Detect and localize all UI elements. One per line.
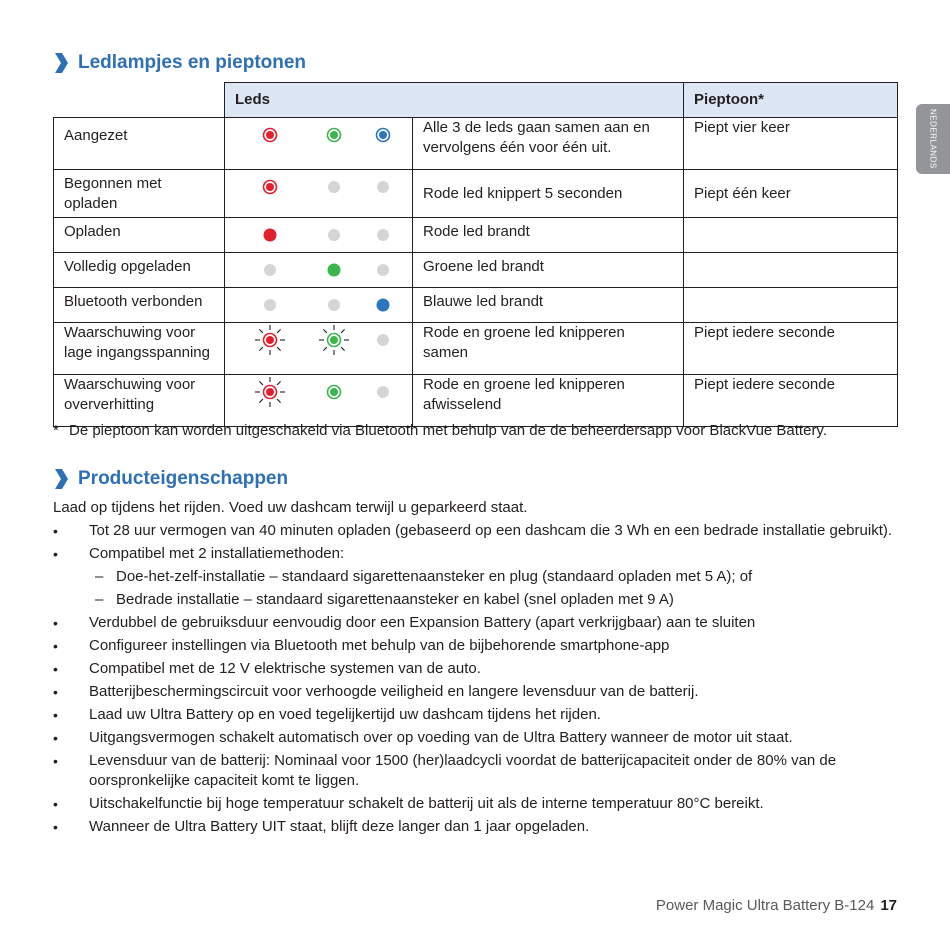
row-label: Aangezet — [54, 118, 225, 170]
led-indicators — [225, 375, 413, 427]
table-row — [54, 253, 898, 288]
section-heading-features — [53, 468, 288, 490]
row-beep: Piept iedere seconde — [684, 323, 898, 375]
row-description: Rode led brandt — [413, 218, 684, 253]
footnote-mark: * — [53, 422, 59, 439]
led-blue-on-icon — [366, 288, 400, 322]
row-label: Begonnen met opladen — [54, 170, 225, 218]
row-description: Alle 3 de leds gaan samen aan en vervolgens één voor één uit. — [413, 118, 684, 170]
table-row — [54, 170, 898, 218]
led-off-icon — [366, 375, 400, 409]
list-item-text: Uitgangsvermogen schakelt automatisch over op voeding van de Ultra Battery wanneer de motor uit staat. — [89, 729, 793, 746]
section-title: Ledlampjes en pieptonen — [78, 52, 307, 73]
led-red-blinking-icon — [253, 375, 287, 409]
features-list — [53, 521, 893, 840]
list-item-text: Compatibel met 2 installatiemethoden: — [89, 545, 345, 562]
list-item — [53, 521, 893, 541]
led-indicators — [225, 170, 413, 218]
bullet-icon: • — [53, 753, 58, 769]
led-indicators — [225, 118, 413, 170]
bullet-icon: • — [53, 615, 58, 631]
table-header-beep: Pieptoon* — [684, 83, 898, 118]
row-description: Rode en groene led knipperen afwisselend — [413, 375, 684, 427]
list-item — [53, 751, 893, 791]
led-off-icon — [366, 170, 400, 204]
row-description: Rode en groene led knipperen samen — [413, 323, 684, 375]
led-off-icon — [253, 253, 287, 287]
led-red-ring-icon — [253, 170, 287, 204]
row-label: Waarschuwing voor oververhitting — [54, 375, 225, 427]
row-label: Bluetooth verbonden — [54, 288, 225, 323]
table-row — [54, 118, 898, 170]
row-description: Rode led knippert 5 seconden — [413, 170, 684, 218]
row-beep — [684, 218, 898, 253]
table-row — [54, 323, 898, 375]
row-beep: Piept vier keer — [684, 118, 898, 170]
row-description: Groene led brandt — [413, 253, 684, 288]
list-item-text: Uitschakelfunctie bij hoge temperatuur schakelt de batterij uit als de interne temperatuur 80°C bereikt. — [89, 795, 764, 812]
dash-icon: – — [95, 591, 104, 608]
list-item-text: Laad uw Ultra Battery op en voed tegelijkertijd uw dashcam tijdens het rijden. — [89, 706, 601, 723]
row-beep — [684, 253, 898, 288]
led-off-icon — [366, 323, 400, 357]
row-label: Waarschuwing voor lage ingangsspanning — [54, 323, 225, 375]
list-item — [53, 794, 893, 814]
section-title: Producteigenschappen — [78, 468, 289, 489]
led-red-ring-icon — [253, 118, 287, 152]
footer-title: Power Magic Ultra Battery B-124 — [655, 897, 875, 914]
table-row — [54, 218, 898, 253]
row-label: Opladen — [54, 218, 225, 253]
led-red-on-icon — [253, 218, 287, 252]
bullet-icon: • — [53, 523, 58, 539]
led-off-icon — [366, 253, 400, 287]
sub-list-item — [89, 590, 893, 610]
bullet-icon: • — [53, 730, 58, 746]
led-off-icon — [366, 218, 400, 252]
led-off-icon — [253, 288, 287, 322]
sub-list — [89, 567, 893, 610]
list-item — [53, 636, 893, 656]
list-item-text: Tot 28 uur vermogen van 40 minuten opladen (gebaseerd op een dashcam die 3 Wh en een bedrade installatie gebruikt). — [89, 522, 893, 539]
led-green-ring-icon — [317, 375, 351, 409]
list-item-text: Configureer instellingen via Bluetooth met behulp van de bijbehorende smartphone-app — [89, 637, 670, 654]
row-label: Volledig opgeladen — [54, 253, 225, 288]
bullet-icon: • — [53, 661, 58, 677]
sub-list-item-text: Bedrade installatie – standaard sigarettenaansteker en kabel (snel opladen met 9 A) — [116, 591, 674, 608]
led-blue-ring-icon — [366, 118, 400, 152]
led-table — [53, 82, 898, 427]
led-off-icon — [317, 218, 351, 252]
list-item — [53, 705, 893, 725]
led-red-blinking-icon — [253, 323, 287, 357]
bullet-icon: • — [53, 819, 58, 835]
language-tab-label: NEDERLANDS — [928, 109, 938, 169]
language-tab — [916, 104, 950, 174]
chevron-right-icon — [53, 52, 69, 74]
sub-list-item-text: Doe-het-zelf-installatie – standaard sigarettenaansteker en plug (standaard opladen met 5 A); of — [116, 568, 753, 585]
list-item — [53, 817, 893, 837]
led-off-icon — [317, 288, 351, 322]
section-heading-leds — [53, 52, 306, 74]
table-header-leds: Leds — [225, 83, 684, 118]
list-item-text: Batterijbeschermingscircuit voor verhoogde veiligheid en langere levensduur van de batterij. — [89, 683, 699, 700]
list-item-text: Levensduur van de batterij: Nominaal voor 1500 (her)laadcycli voordat de batterijcapaciteit onder de 80% van de oorspronkelijke capaciteit komt te liggen. — [89, 752, 837, 789]
led-green-ring-icon — [317, 118, 351, 152]
dash-icon: – — [95, 568, 104, 585]
led-indicators — [225, 218, 413, 253]
led-green-blinking-icon — [317, 323, 351, 357]
led-off-icon — [317, 170, 351, 204]
table-row — [54, 288, 898, 323]
list-item — [53, 613, 893, 633]
list-item — [53, 682, 893, 702]
row-description: Blauwe led brandt — [413, 288, 684, 323]
led-indicators — [225, 253, 413, 288]
chevron-right-icon — [53, 468, 69, 490]
sub-list-item — [89, 567, 893, 587]
features-intro: Laad op tijdens het rijden. Voed uw dashcam terwijl u geparkeerd staat. — [53, 499, 528, 516]
bullet-icon: • — [53, 684, 58, 700]
list-item — [53, 728, 893, 748]
row-beep — [684, 288, 898, 323]
led-indicators — [225, 323, 413, 375]
table-header-blank — [54, 83, 225, 118]
row-beep: Piept één keer — [684, 170, 898, 218]
bullet-icon: • — [53, 796, 58, 812]
page-number: 17 — [880, 897, 897, 914]
footnote — [53, 422, 827, 439]
footnote-text: De pieptoon kan worden uitgeschakeld via Bluetooth met behulp van de de beheerdersapp voor BlackVue Battery. — [69, 422, 827, 439]
bullet-icon: • — [53, 707, 58, 723]
list-item — [53, 544, 893, 610]
bullet-icon: • — [53, 638, 58, 654]
row-beep: Piept iedere seconde — [684, 375, 898, 427]
bullet-icon: • — [53, 546, 58, 562]
led-green-on-icon — [317, 253, 351, 287]
list-item-text: Verdubbel de gebruiksduur eenvoudig door een Expansion Battery (apart verkrijgbaar) aan te sluiten — [89, 614, 756, 631]
list-item-text: Compatibel met de 12 V elektrische systemen van de auto. — [89, 660, 481, 677]
page-footer — [656, 897, 897, 914]
table-row — [54, 375, 898, 427]
list-item-text: Wanneer de Ultra Battery UIT staat, blijft deze langer dan 1 jaar opgeladen. — [89, 818, 590, 835]
led-indicators — [225, 288, 413, 323]
list-item — [53, 659, 893, 679]
